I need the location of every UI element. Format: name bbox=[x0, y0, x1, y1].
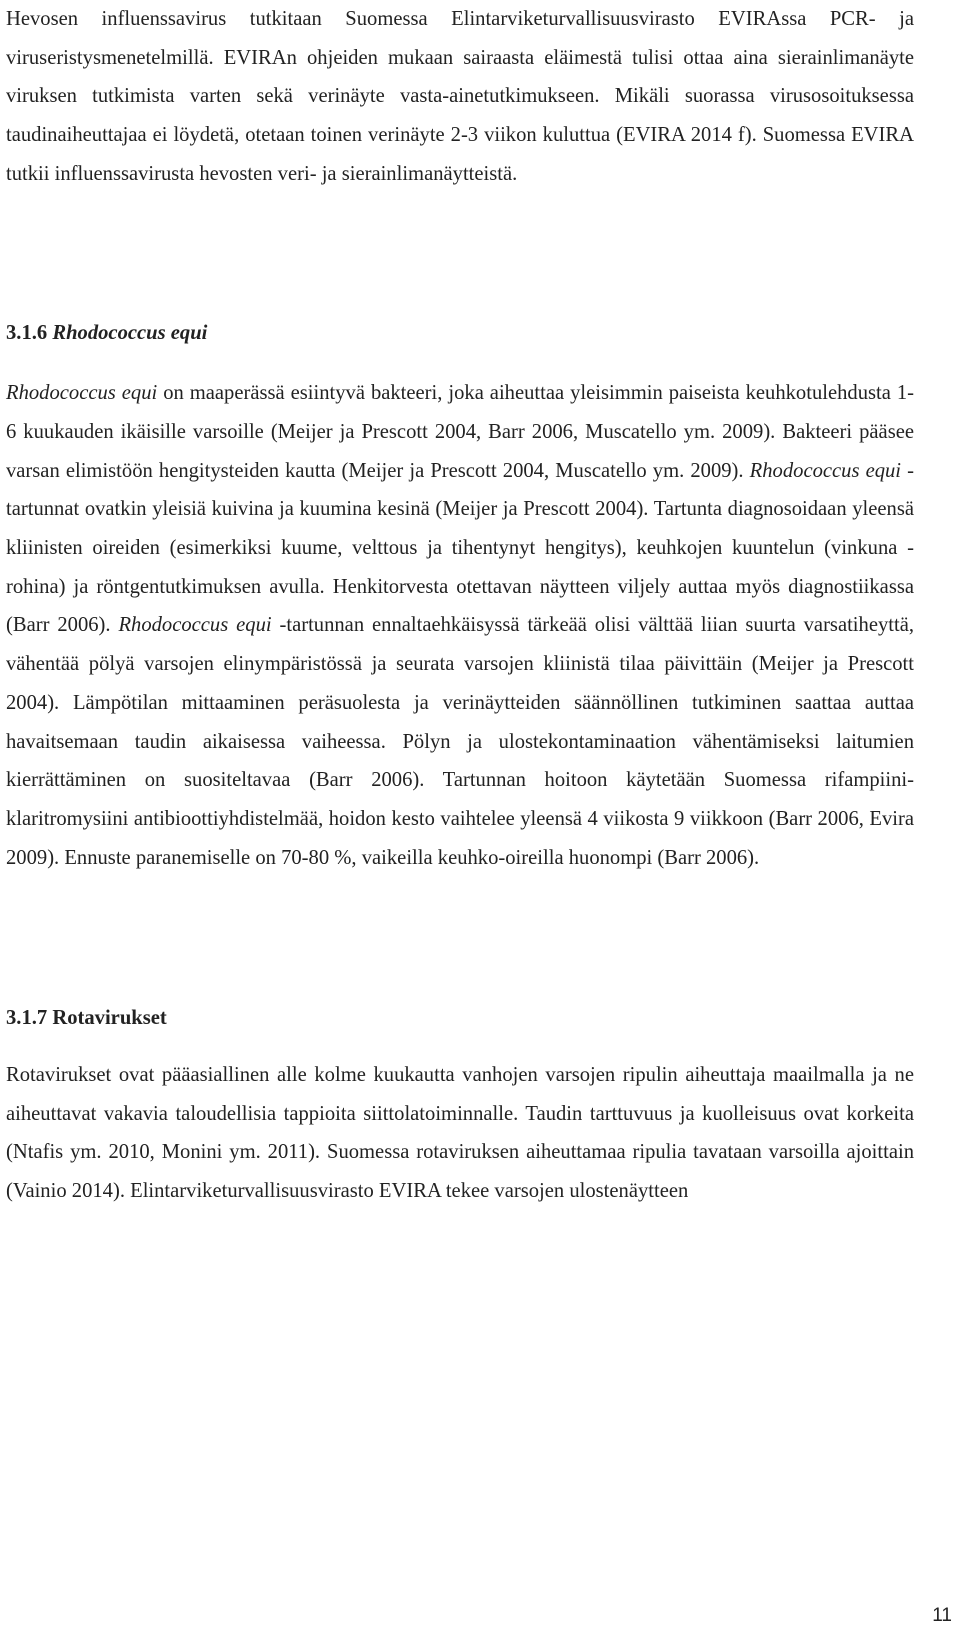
paragraph-influenza-diagnostics: Hevosen influenssavirus tutkitaan Suomessa Elintarviketurvallisuusvirasto EVIRAssa PCR- ja viruseristysmenetelmillä. EVIRAn ohjeiden mukaan sairaasta eläimestä tulisi ottaa aina sierainlimanäyte viruksen tutkimista varten sekä verinäyte vasta-ainetutkimukseen. Mikäli suorassa virusosoituksessa taudinaiheuttajaa ei löydetä, otetaan toinen verinäyte 2-3 viikon kuluttua (EVIRA 2014 f). Suomessa EVIRA tutkii influenssavirusta hevosten veri- ja sierainlimanäytteistä. bbox=[6, 8, 914, 185]
section-number: 3.1.6 bbox=[6, 321, 48, 344]
section-number: 3.1.7 bbox=[6, 1007, 48, 1030]
section-heading-rhodococcus bbox=[6, 314, 914, 353]
document-page bbox=[6, 0, 914, 1211]
page-number: 11 bbox=[932, 1605, 952, 1626]
section-heading-rotavirus bbox=[6, 999, 914, 1038]
species-name: Rhodococcus equi bbox=[118, 614, 272, 637]
text-segment: -tartunnat ovatkin yleisiä kuivina ja kuumina kesinä (Meijer ja Prescott 2004). Tartunta diagnosoidaan yleensä kliinisten oireiden (esimerkiksi kuume, velttous ja tihentynyt hengitys), keuhkojen kuuntelun (vinkuna - rohina) ja röntgentutkimuksen avulla. Henkitorvesta otettavan näytteen viljely auttaa myös diagnostiikassa (Barr 2006). bbox=[6, 459, 914, 637]
species-name: Rhodococcus equi bbox=[749, 459, 902, 482]
species-name: Rhodococcus equi bbox=[6, 382, 158, 405]
paragraph-rhodococcus bbox=[6, 374, 914, 877]
paragraph-rotavirus: Rotavirukset ovat pääasiallinen alle kolme kuukautta vanhojen varsojen ripulin aiheuttaja maailmalla ja ne aiheuttavat vakavia taloudellisia tappioita siittolatoiminnalle. Taudin tarttuvuus ja kuolleisuus ovat korkeita (Ntafis ym. 2010, Monini ym. 2011). Suomessa rotaviruksen aiheuttamaa ripulia tavataan varsoilla ajoittain (Vainio 2014). Elintarviketurvallisuusvirasto EVIRA tekee varsojen ulostenäytteen bbox=[6, 1064, 914, 1203]
section-title: Rhodococcus equi bbox=[52, 321, 208, 344]
section-title: Rotavirukset bbox=[52, 1007, 167, 1030]
text-segment: -tartunnan ennaltaehkäisyssä tärkeää olisi välttää liian suurta varsatiheyttä, vähentää pölyä varsojen elinympäristössä ja seurata varsojen kliinistä tilaa päivittäin (Meijer ja Prescott 2004). Lämpötilan mittaaminen peräsuolesta ja verinäytteiden säännöllinen tutkiminen saattaa auttaa havaitsemaan taudin aikaisessa vaiheessa. Pölyn ja ulostekontaminaation vähentämiseksi laitumien kierrättäminen on suositeltavaa (Barr 2006). Tartunnan hoitoon käytetään Suomessa rifampiini-klaritromysiini antibioottiyhdistelmää, hoidon kesto vaihtelee yleensä 4 viikosta 9 viikkoon (Barr 2006, Evira 2009). Ennuste paranemiselle on 70-80 %, vaikeilla keuhko-oireilla huonompi (Barr 2006). bbox=[6, 614, 914, 869]
text-segment: on maaperässä esiintyvä bakteeri, joka aiheuttaa yleisimmin paiseista keuhkotulehdusta 1-6 kuukauden ikäisille varsoille (Meijer ja Prescott 2004, Barr 2006, Muscatello ym. 2009). Bakteeri pääsee varsan elimistöön hengitysteiden kautta (Meijer ja Prescott 2004, Muscatello ym. 2009). bbox=[6, 382, 915, 482]
